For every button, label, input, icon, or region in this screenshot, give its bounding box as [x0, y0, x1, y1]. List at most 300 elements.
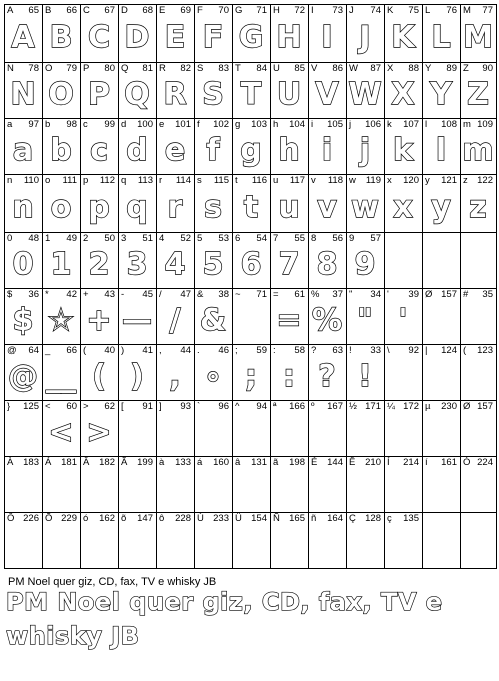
glyph-cell: [384, 62, 422, 118]
glyph-char: X: [387, 63, 394, 74]
glyph-cell: [194, 456, 232, 512]
glyph-sample: y: [431, 189, 451, 225]
glyph-char: 9: [349, 233, 355, 244]
glyph-sample: n: [12, 189, 34, 225]
glyph-code: 125: [23, 401, 39, 412]
glyph-cell: [194, 232, 232, 288]
glyph-cell: [346, 400, 384, 456]
glyph-label: [349, 289, 381, 301]
glyph-cell: [308, 232, 346, 288]
glyph-code: 165: [289, 513, 305, 524]
glyph-code: 66: [66, 345, 77, 356]
glyph-code: 54: [256, 233, 267, 244]
glyph-sample: k: [393, 132, 413, 168]
glyph-cell: [4, 232, 42, 288]
glyph-code: 55: [294, 233, 305, 244]
glyph-char: ª: [273, 401, 277, 412]
glyph-code: 70: [218, 5, 229, 16]
glyph-label: [425, 63, 457, 75]
glyph-label: [159, 457, 191, 469]
glyph-cell: [232, 400, 270, 456]
glyph-char: i: [311, 119, 314, 130]
glyph-code: 228: [175, 513, 191, 524]
glyph-sample: ☆: [47, 302, 75, 338]
glyph-char: b: [45, 119, 51, 130]
glyph-label: [311, 457, 343, 469]
glyph-char: $: [7, 289, 13, 300]
glyph-char: Â: [83, 457, 90, 468]
glyph-char: ¼: [387, 401, 395, 412]
glyph-label: [235, 63, 267, 75]
glyph-char: C: [83, 5, 90, 16]
glyph-sample: [308, 413, 346, 452]
glyph-label: [273, 175, 305, 187]
glyph-char: ã: [273, 457, 279, 468]
glyph-cell: [346, 232, 384, 288]
glyph-cell: [42, 288, 80, 344]
glyph-cell: [384, 118, 422, 174]
glyph-code: 114: [175, 175, 191, 186]
glyph-label: [311, 345, 343, 357]
glyph-label: [121, 289, 153, 301]
glyph-cell: [384, 4, 422, 62]
glyph-char: =: [273, 289, 279, 300]
glyph-code: 69: [180, 5, 191, 16]
glyph-sample: f: [206, 132, 220, 168]
glyph-sample: v: [317, 189, 337, 225]
glyph-cell: [156, 456, 194, 512]
glyph-cell: [308, 118, 346, 174]
glyph-code: 74: [370, 5, 381, 16]
glyph-char: R: [159, 63, 166, 74]
glyph-char: Q: [121, 63, 129, 74]
glyph-label: [463, 119, 493, 131]
glyph-cell: [308, 456, 346, 512]
glyph-label: [349, 5, 381, 17]
glyph-sample: >: [86, 414, 112, 450]
grid-line-vertical: [156, 4, 157, 569]
glyph-cell: [4, 174, 42, 232]
glyph-cell: [156, 232, 194, 288]
glyph-sample: u: [278, 189, 300, 225]
glyph-code: 135: [403, 513, 419, 524]
glyph-sample: 8: [316, 246, 338, 282]
glyph-cell: [270, 456, 308, 512]
glyph-sample: [460, 245, 496, 284]
glyph-code: 67: [104, 5, 115, 16]
glyph-code: 37: [332, 289, 343, 300]
glyph-char: w: [349, 175, 356, 186]
glyph-code: 79: [66, 63, 77, 74]
glyph-code: 111: [62, 175, 77, 186]
glyph-label: [463, 233, 493, 245]
glyph-cell: [4, 344, 42, 400]
glyph-label: [45, 5, 77, 17]
glyph-label: [121, 457, 153, 469]
glyph-label: [235, 119, 267, 131]
glyph-sample: V: [315, 76, 339, 112]
glyph-label: [121, 175, 153, 187]
glyph-sample: X: [391, 76, 415, 112]
glyph-code: 42: [66, 289, 77, 300]
glyph-code: 122: [477, 175, 493, 186]
glyph-code: 51: [142, 233, 153, 244]
glyph-code: 97: [28, 119, 39, 130]
glyph-char: F: [197, 5, 203, 16]
glyph-label: [273, 345, 305, 357]
glyph-label: [425, 457, 457, 469]
glyph-cell: [194, 288, 232, 344]
glyph-label: [463, 63, 493, 75]
glyph-sample: M: [463, 19, 493, 55]
glyph-code: 182: [99, 457, 115, 468]
glyph-code: 119: [365, 175, 381, 186]
glyph-sample: J: [359, 19, 371, 55]
glyph-code: 210: [365, 457, 381, 468]
glyph-cell: [80, 512, 118, 568]
glyph-label: [349, 175, 381, 187]
glyph-char: Ú: [197, 513, 204, 524]
glyph-code: 59: [256, 345, 267, 356]
glyph-label: [83, 5, 115, 17]
glyph-cell: [460, 344, 496, 400]
glyph-label: [197, 63, 229, 75]
glyph-sample: [232, 301, 270, 340]
glyph-label: [349, 233, 381, 245]
glyph-cell: [118, 400, 156, 456]
glyph-char: -: [121, 289, 125, 300]
glyph-cell: [42, 456, 80, 512]
glyph-cell: [384, 512, 422, 568]
glyph-label: [463, 513, 493, 525]
glyph-label: [425, 289, 457, 301]
glyph-label: [83, 457, 115, 469]
grid-line-vertical: [80, 4, 81, 569]
glyph-sample: [42, 525, 80, 564]
glyph-cell: [194, 174, 232, 232]
glyph-sample: R: [163, 76, 187, 112]
glyph-char: f: [197, 119, 200, 130]
glyph-char: k: [387, 119, 392, 130]
glyph-char: Ó: [463, 457, 471, 468]
glyph-cell: [118, 118, 156, 174]
glyph-char: c: [83, 119, 88, 130]
glyph-code: 112: [99, 175, 115, 186]
glyph-label: [159, 513, 191, 525]
glyph-sample: l: [435, 132, 447, 168]
glyph-code: 106: [365, 119, 381, 130]
glyph-cell: [270, 118, 308, 174]
glyph-sample: W: [348, 76, 382, 112]
glyph-sample: t: [243, 189, 259, 225]
grid-line-vertical: [308, 4, 309, 569]
glyph-sample: b: [50, 132, 72, 168]
glyph-sample: [4, 413, 42, 452]
glyph-label: [311, 401, 343, 413]
glyph-sample: %: [311, 302, 343, 338]
glyph-code: 154: [251, 513, 267, 524]
glyph-char: u: [273, 175, 279, 186]
glyph-label: [121, 119, 153, 131]
glyph-char: É: [311, 457, 318, 468]
glyph-label: [349, 63, 381, 75]
glyph-sample: [384, 469, 422, 508]
glyph-char: @: [7, 345, 17, 356]
glyph-cell: [156, 4, 194, 62]
glyph-char: m: [463, 119, 471, 130]
glyph-label: [197, 401, 229, 413]
glyph-sample: [308, 525, 346, 564]
glyph-char: E: [159, 5, 166, 16]
glyph-cell: [194, 118, 232, 174]
glyph-label: [463, 401, 493, 413]
glyph-cell: [460, 512, 496, 568]
glyph-char: Ã: [121, 457, 128, 468]
glyph-char: n: [7, 175, 13, 186]
glyph-code: 38: [218, 289, 229, 300]
glyph-cell: [156, 118, 194, 174]
glyph-code: 91: [142, 401, 153, 412]
glyph-code: 102: [213, 119, 229, 130]
glyph-code: 162: [99, 513, 115, 524]
glyph-sample: 3: [126, 246, 148, 282]
glyph-sample: [270, 413, 308, 452]
glyph-code: 113: [137, 175, 153, 186]
glyph-sample: ;: [245, 358, 257, 394]
glyph-cell: [460, 288, 496, 344]
glyph-char: ~: [235, 289, 241, 300]
glyph-code: 99: [104, 119, 115, 130]
glyph-label: [235, 175, 267, 187]
glyph-sample: a: [12, 132, 34, 168]
glyph-sample: ∘: [203, 358, 223, 394]
grid-line-vertical: [232, 4, 233, 569]
glyph-cell: [308, 174, 346, 232]
glyph-label: [83, 289, 115, 301]
glyph-cell: [346, 344, 384, 400]
glyph-char: Z: [463, 63, 469, 74]
grid-line-vertical: [384, 4, 385, 569]
glyph-sample: B: [49, 19, 73, 55]
glyph-char: 6: [235, 233, 241, 244]
glyph-sample: —: [122, 302, 152, 338]
glyph-label: [45, 175, 77, 187]
glyph-char: U: [273, 63, 280, 74]
glyph-char: `: [197, 401, 201, 412]
glyph-cell: [42, 118, 80, 174]
glyph-code: 50: [104, 233, 115, 244]
glyph-label: [45, 345, 77, 357]
glyph-label: [387, 175, 419, 187]
glyph-code: 35: [482, 289, 493, 300]
glyph-cell: [270, 4, 308, 62]
glyph-label: [7, 401, 39, 413]
glyph-label: [7, 345, 39, 357]
glyph-char: j: [349, 119, 352, 130]
glyph-sample: d: [126, 132, 148, 168]
glyph-label: [159, 63, 191, 75]
glyph-char: 0: [7, 233, 13, 244]
glyph-cell: [42, 232, 80, 288]
glyph-char: h: [273, 119, 279, 130]
glyph-label: [7, 63, 39, 75]
glyph-cell: [232, 232, 270, 288]
glyph-code: 199: [137, 457, 153, 468]
grid-line-vertical: [270, 4, 271, 569]
glyph-code: 77: [482, 5, 493, 16]
glyph-char: }: [7, 401, 11, 412]
glyph-char: o: [45, 175, 51, 186]
glyph-cell: [232, 456, 270, 512]
glyph-code: 58: [294, 345, 305, 356]
glyph-sample: [384, 413, 422, 452]
glyph-sample: [156, 469, 194, 508]
glyph-label: [7, 233, 39, 245]
glyph-sample: =: [276, 302, 302, 338]
glyph-code: 131: [251, 457, 267, 468]
glyph-cell: [346, 512, 384, 568]
glyph-label: [349, 457, 381, 469]
glyph-code: 233: [213, 513, 229, 524]
glyph-code: 107: [403, 119, 419, 130]
glyph-sample: [460, 525, 496, 564]
glyph-char: &: [197, 289, 204, 300]
glyph-sample: T: [240, 76, 262, 112]
glyph-label: [273, 233, 305, 245]
glyph-char: Í: [387, 457, 390, 468]
glyph-char: v: [311, 175, 316, 186]
glyph-code: 172: [403, 401, 419, 412]
glyph-cell: [422, 512, 460, 568]
glyph-code: 85: [294, 63, 305, 74]
glyph-sample: ?: [318, 358, 336, 394]
glyph-sample: (: [92, 358, 106, 394]
glyph-sample: j: [359, 132, 371, 168]
glyph-char: S: [197, 63, 204, 74]
glyph-sample: K: [391, 19, 415, 55]
glyph-sample: [156, 413, 194, 452]
glyph-label: [7, 513, 39, 525]
glyph-sample: [270, 525, 308, 564]
glyph-sample: [80, 525, 118, 564]
glyph-sample: [42, 469, 80, 508]
glyph-sample: [346, 469, 384, 508]
glyph-code: 105: [327, 119, 343, 130]
glyph-code: 41: [142, 345, 153, 356]
glyph-char: .: [197, 345, 200, 356]
glyph-sample: U: [276, 76, 302, 112]
glyph-char: D: [121, 5, 128, 16]
glyph-cell: [4, 400, 42, 456]
glyph-sample: [460, 301, 496, 340]
glyph-label: [45, 289, 77, 301]
glyph-label: [45, 401, 77, 413]
glyph-label: [235, 457, 267, 469]
glyph-cell: [42, 344, 80, 400]
glyph-cell: [156, 400, 194, 456]
glyph-label: [463, 175, 493, 187]
glyph-cell: [4, 456, 42, 512]
glyph-char: 1: [45, 233, 51, 244]
glyph-code: 93: [180, 401, 191, 412]
glyph-cell: [460, 174, 496, 232]
glyph-sample: [80, 469, 118, 508]
glyph-cell: [4, 4, 42, 62]
glyph-label: [121, 63, 153, 75]
glyph-cell: [42, 400, 80, 456]
glyph-label: [387, 233, 419, 245]
glyph-sample: 6: [240, 246, 262, 282]
glyph-sample: N: [10, 76, 36, 112]
glyph-code: 109: [477, 119, 493, 130]
glyph-label: [45, 513, 77, 525]
glyph-char: [: [121, 401, 124, 412]
glyph-char: Õ: [45, 513, 53, 524]
glyph-sample: [422, 301, 460, 340]
glyph-label: [7, 457, 39, 469]
glyph-label: [235, 5, 267, 17]
glyph-label: [121, 401, 153, 413]
glyph-sample: [384, 245, 422, 284]
glyph-char: P: [83, 63, 90, 74]
glyph-cell: [194, 62, 232, 118]
glyph-char: z: [463, 175, 468, 186]
glyph-label: [463, 457, 493, 469]
grid-line-vertical: [118, 4, 119, 569]
grid-line-vertical: [194, 4, 195, 569]
glyph-sample: [156, 525, 194, 564]
glyph-sample: __: [46, 358, 76, 394]
glyph-char: B: [45, 5, 52, 16]
glyph-label: [311, 233, 343, 245]
glyph-char: a: [7, 119, 13, 130]
glyph-cell: [422, 456, 460, 512]
glyph-code: 160: [213, 457, 229, 468]
glyph-sample: [422, 525, 460, 564]
glyph-sample: 0: [12, 246, 34, 282]
glyph-char: p: [83, 175, 89, 186]
glyph-char: s: [197, 175, 202, 186]
glyph-sample: [118, 413, 156, 452]
glyph-sample: [232, 525, 270, 564]
glyph-code: 61: [294, 289, 305, 300]
glyph-cell: [384, 456, 422, 512]
glyph-cell: [194, 344, 232, 400]
glyph-code: 64: [28, 345, 39, 356]
glyph-cell: [422, 232, 460, 288]
glyph-char: ]: [159, 401, 162, 412]
glyph-sample: [422, 469, 460, 508]
glyph-sample: F: [202, 19, 224, 55]
glyph-cell: [80, 174, 118, 232]
glyph-label: [273, 5, 305, 17]
glyph-char: G: [235, 5, 243, 16]
glyph-cell: [346, 456, 384, 512]
glyph-code: 48: [28, 233, 39, 244]
glyph-char: 7: [273, 233, 279, 244]
glyph-char: ^: [235, 401, 240, 412]
glyph-code: 128: [365, 513, 381, 524]
glyph-cell: [384, 232, 422, 288]
glyph-char: ': [387, 289, 389, 300]
glyph-char: r: [159, 175, 163, 186]
glyph-cell: [422, 118, 460, 174]
glyph-char: Ñ: [273, 513, 280, 524]
glyph-cell: [232, 118, 270, 174]
grid-line-vertical: [42, 4, 43, 569]
glyph-code: 63: [332, 345, 343, 356]
glyph-cell: [460, 4, 496, 62]
